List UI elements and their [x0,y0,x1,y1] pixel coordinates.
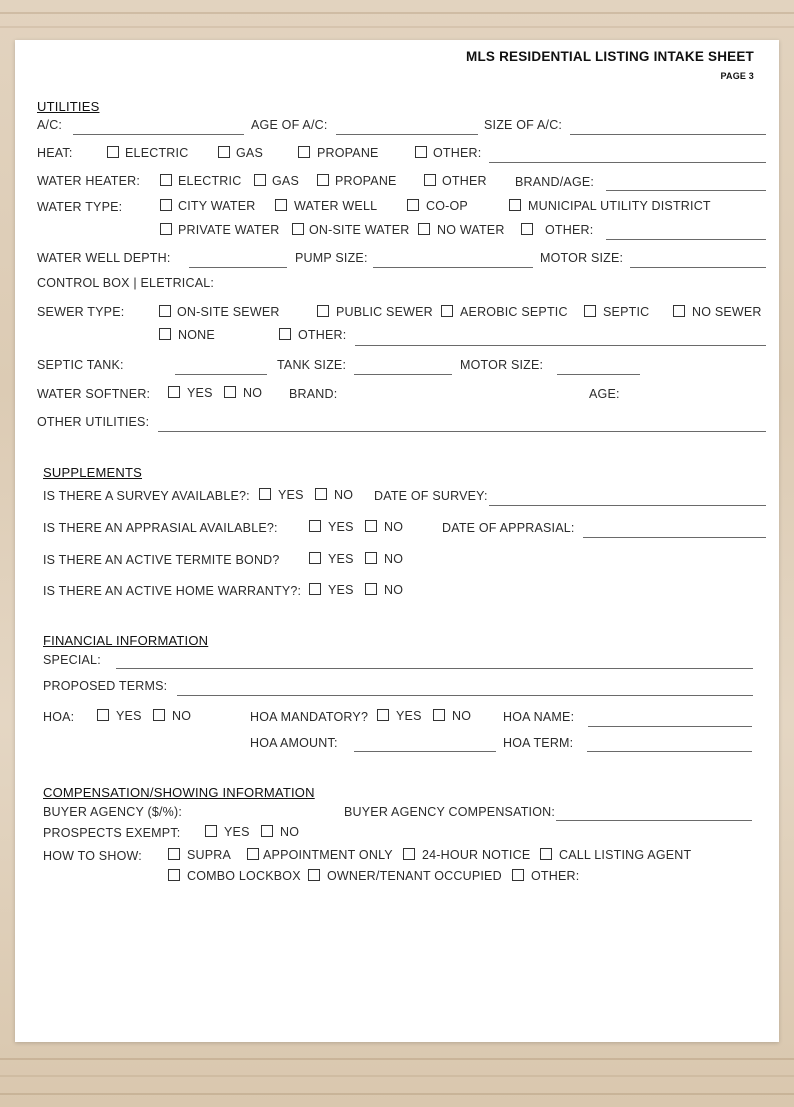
buyer-comp-label: BUYER AGENCY COMPENSATION: [344,805,556,819]
aerobic-septic-checkbox[interactable] [441,305,453,317]
city-water-checkbox[interactable] [160,199,172,211]
hoa-yes-label: YES [116,709,142,723]
page-number: PAGE 3 [720,71,754,81]
water-well-label: WATER WELL [294,199,378,213]
proposed-terms-label: PROPOSED TERMS: [43,679,168,693]
water-type-label: WATER TYPE: [37,200,123,214]
water-other-checkbox[interactable] [521,223,533,235]
brand-age-label: BRAND/AGE: [515,175,595,189]
no-sewer-label: NO SEWER [692,305,762,319]
wh-gas-checkbox[interactable] [254,174,266,186]
appraisal-no-checkbox[interactable] [365,520,377,532]
softener-no-checkbox[interactable] [224,386,236,398]
heat-propane-checkbox[interactable] [298,146,310,158]
date-survey-field[interactable] [489,505,766,506]
co-op-label: CO-OP [426,199,468,213]
aerobic-septic-label: AEROBIC SEPTIC [460,305,568,319]
wh-other-label: OTHER [442,174,487,188]
tank-size-label: TANK SIZE: [277,358,347,372]
sewer-none-checkbox[interactable] [159,328,171,340]
prospects-exempt-label: PROSPECTS EXEMPT: [43,826,181,840]
sewer-other-checkbox[interactable] [279,328,291,340]
supra-label: SUPRA [187,848,232,862]
hoa-mandatory-label: HOA MANDATORY? [250,710,369,724]
onsite-sewer-label: ON-SITE SEWER [177,305,280,319]
warranty-yes-checkbox[interactable] [309,583,321,595]
no-water-label: NO WATER [437,223,505,237]
date-appraisal-label: DATE OF APPRASIAL: [442,521,575,535]
pump-size-field[interactable] [373,267,533,268]
hoa-name-field[interactable] [588,726,752,727]
softener-yes-label: YES [187,386,213,400]
warranty-label: IS THERE AN ACTIVE HOME WARRANTY?: [43,584,302,598]
motor-size-label: MOTOR SIZE: [540,251,624,265]
survey-no-label: NO [334,488,354,502]
hoa-mandatory-no-label: NO [452,709,472,723]
water-well-checkbox[interactable] [275,199,287,211]
section-supplements: SUPPLEMENTS [43,465,143,480]
call-agent-checkbox[interactable] [540,848,552,860]
hoa-no-checkbox[interactable] [153,709,165,721]
septic-label: SEPTIC [603,305,650,319]
call-agent-label: CALL LISTING AGENT [559,848,692,862]
survey-yes-label: YES [278,488,304,502]
hoa-name-label: HOA NAME: [503,710,575,724]
heat-gas-checkbox[interactable] [218,146,230,158]
buyer-comp-field[interactable] [556,820,752,821]
age-ac-label: AGE OF A/C: [251,118,328,132]
combo-lockbox-checkbox[interactable] [168,869,180,881]
termite-no-label: NO [384,552,404,566]
appointment-label: APPOINTMENT ONLY [263,848,393,862]
heat-electric-label: ELECTRIC [125,146,189,160]
survey-no-checkbox[interactable] [315,488,327,500]
buyer-agency-label: BUYER AGENCY ($/%): [43,805,183,819]
size-ac-label: SIZE OF A/C: [484,118,563,132]
ac-field[interactable] [73,134,244,135]
well-depth-label: WATER WELL DEPTH: [37,251,171,265]
wh-electric-label: ELECTRIC [178,174,242,188]
ac-label: A/C: [37,118,63,132]
septic-motor-label: MOTOR SIZE: [460,358,544,372]
hoa-term-field[interactable] [587,751,752,752]
sewer-none-label: NONE [178,328,215,342]
mud-label: MUNICIPAL UTILITY DISTRICT [528,199,711,213]
proposed-terms-field[interactable] [177,695,753,696]
heat-label: HEAT: [37,146,73,160]
warranty-no-label: NO [384,583,404,597]
city-water-label: CITY WATER [178,199,256,213]
show-other-checkbox[interactable] [512,869,524,881]
pump-size-label: PUMP SIZE: [295,251,368,265]
heat-other-label: OTHER: [433,146,482,160]
size-ac-field[interactable] [570,134,766,135]
water-heater-label: WATER HEATER: [37,174,141,188]
wh-gas-label: GAS [272,174,299,188]
wh-electric-checkbox[interactable] [160,174,172,186]
public-sewer-checkbox[interactable] [317,305,329,317]
wh-propane-checkbox[interactable] [317,174,329,186]
warranty-no-checkbox[interactable] [365,583,377,595]
special-label: SPECIAL: [43,653,101,667]
prospects-yes-label: YES [224,825,250,839]
prospects-no-checkbox[interactable] [261,825,273,837]
heat-propane-label: PROPANE [317,146,379,160]
hoa-mandatory-yes-label: YES [396,709,422,723]
septic-motor-field[interactable] [557,374,640,375]
section-compensation: COMPENSATION/SHOWING INFORMATION [43,785,315,800]
termite-yes-checkbox[interactable] [309,552,321,564]
termite-label: IS THERE AN ACTIVE TERMITE BOND? [43,553,280,567]
softener-brand-label: BRAND: [289,387,338,401]
softener-yes-checkbox[interactable] [168,386,180,398]
prospects-no-label: NO [280,825,300,839]
form-sheet [15,40,779,1042]
septic-tank-label: SEPTIC TANK: [37,358,124,372]
other-utilities-label: OTHER UTILITIES: [37,415,150,429]
sewer-other-field[interactable] [355,345,766,346]
termite-no-checkbox[interactable] [365,552,377,564]
control-box-label: CONTROL BOX | ELETRICAL: [37,276,215,290]
sewer-type-label: SEWER TYPE: [37,305,125,319]
co-op-checkbox[interactable] [407,199,419,211]
sewer-other-label: OTHER: [298,328,347,342]
septic-tank-field[interactable] [175,374,267,375]
supra-checkbox[interactable] [168,848,180,860]
septic-checkbox[interactable] [584,305,596,317]
wh-other-checkbox[interactable] [424,174,436,186]
no-sewer-checkbox[interactable] [673,305,685,317]
hoa-amount-field[interactable] [354,751,496,752]
notice-label: 24-HOUR NOTICE [422,848,531,862]
softener-label: WATER SOFTNER: [37,387,151,401]
water-other-field[interactable] [606,239,766,240]
section-financial: FINANCIAL INFORMATION [43,633,209,648]
heat-other-field[interactable] [489,162,766,163]
appraisal-yes-checkbox[interactable] [309,520,321,532]
hoa-label: HOA: [43,710,75,724]
combo-lockbox-label: COMBO LOCKBOX [187,869,301,883]
appraisal-no-label: NO [384,520,404,534]
how-to-show-label: HOW TO SHOW: [43,849,142,863]
appraisal-label: IS THERE AN APPRASIAL AVAILABLE?: [43,521,278,535]
hoa-mandatory-no-checkbox[interactable] [433,709,445,721]
brand-age-field[interactable] [606,190,766,191]
other-utilities-field[interactable] [158,431,766,432]
onsite-sewer-checkbox[interactable] [159,305,171,317]
hoa-yes-checkbox[interactable] [97,709,109,721]
heat-other-checkbox[interactable] [415,146,427,158]
appraisal-yes-label: YES [328,520,354,534]
owner-tenant-label: OWNER/TENANT OCCUPIED [327,869,502,883]
age-ac-field[interactable] [336,134,478,135]
heat-gas-label: GAS [236,146,263,160]
special-field[interactable] [116,668,753,669]
show-other-label: OTHER: [531,869,580,883]
wh-propane-label: PROPANE [335,174,397,188]
public-sewer-label: PUBLIC SEWER [336,305,433,319]
hoa-mandatory-yes-checkbox[interactable] [377,709,389,721]
onsite-water-checkbox[interactable] [292,223,304,235]
heat-electric-checkbox[interactable] [107,146,119,158]
hoa-amount-label: HOA AMOUNT: [250,736,338,750]
owner-tenant-checkbox[interactable] [308,869,320,881]
date-survey-label: DATE OF SURVEY: [374,489,488,503]
motor-size-field[interactable] [630,267,766,268]
softener-no-label: NO [243,386,263,400]
prospects-yes-checkbox[interactable] [205,825,217,837]
form-title: MLS RESIDENTIAL LISTING INTAKE SHEET [466,49,754,64]
softener-age-label: AGE: [589,387,620,401]
section-utilities: UTILITIES [37,99,100,114]
well-depth-field[interactable] [189,267,287,268]
private-water-label: PRIVATE WATER [178,223,280,237]
private-water-checkbox[interactable] [160,223,172,235]
no-water-checkbox[interactable] [418,223,430,235]
hoa-term-label: HOA TERM: [503,736,574,750]
notice-checkbox[interactable] [403,848,415,860]
survey-label: IS THERE A SURVEY AVAILABLE?: [43,489,250,503]
termite-yes-label: YES [328,552,354,566]
tank-size-field[interactable] [354,374,452,375]
appointment-checkbox[interactable] [247,848,259,860]
hoa-no-label: NO [172,709,192,723]
warranty-yes-label: YES [328,583,354,597]
survey-yes-checkbox[interactable] [259,488,271,500]
mud-checkbox[interactable] [509,199,521,211]
onsite-water-label: ON-SITE WATER [309,223,410,237]
date-appraisal-field[interactable] [583,537,766,538]
water-other-label: OTHER: [545,223,594,237]
